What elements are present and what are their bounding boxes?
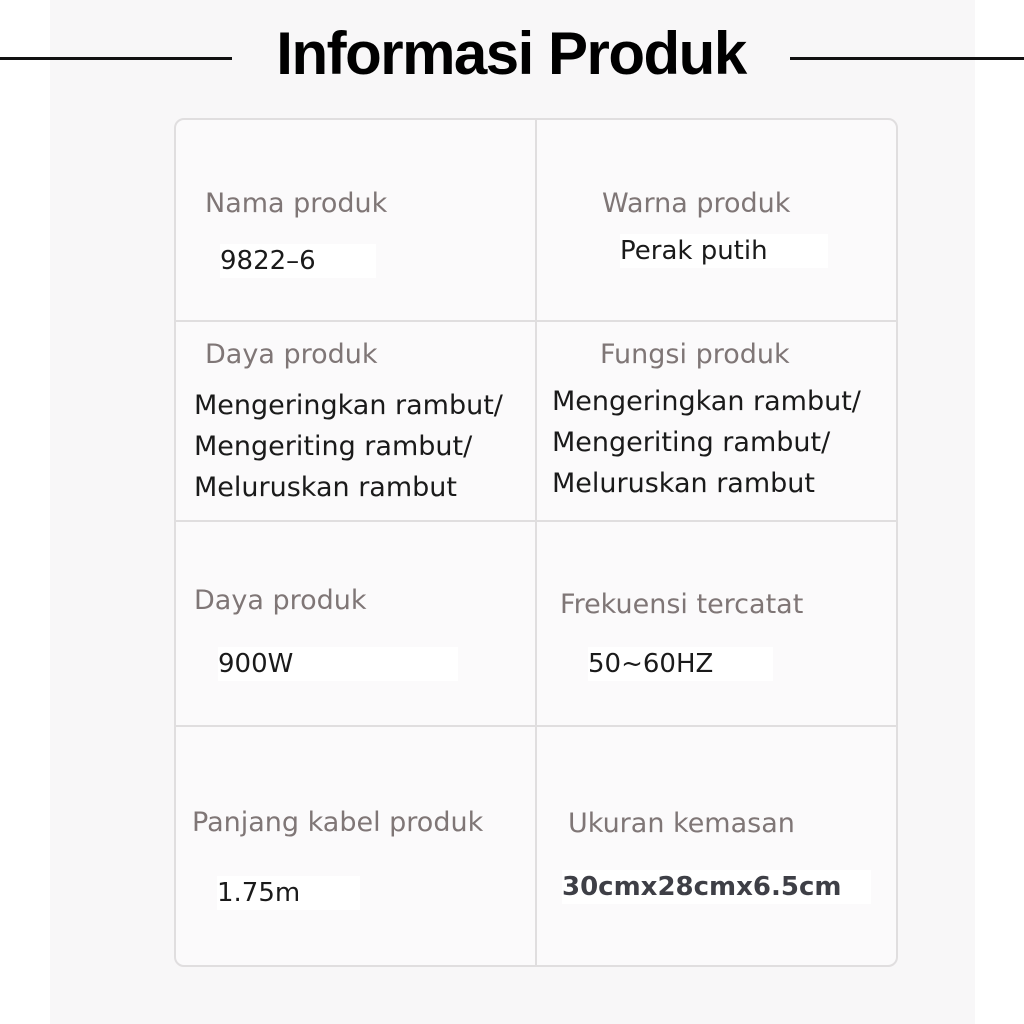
page-title: Informasi Produk	[276, 20, 746, 87]
product-color-label: Warna produk	[602, 188, 791, 219]
function-line: Mengeriting rambut/	[552, 427, 831, 458]
function-line: Mengeriting rambut/	[194, 431, 473, 462]
product-power-label: Daya produk	[205, 339, 378, 370]
function-line: Meluruskan rambut	[194, 472, 457, 503]
product-name-label: Nama produk	[205, 188, 388, 219]
title-rule-right	[790, 57, 1024, 60]
rated-frequency-label: Frekuensi tercatat	[560, 589, 804, 620]
package-size-value: 30cmx28cmx6.5cm	[562, 870, 871, 904]
product-function-list	[552, 381, 861, 504]
row-divider	[176, 320, 896, 322]
product-power-functions	[194, 385, 503, 508]
product-wattage-value: 900W	[218, 647, 458, 681]
product-wattage-label: Daya produk	[194, 585, 367, 616]
product-name-value: 9822–6	[220, 244, 376, 278]
package-size-label: Ukuran kemasan	[568, 808, 795, 839]
function-line: Meluruskan rambut	[552, 468, 815, 499]
row-divider	[176, 725, 896, 727]
product-color-value: Perak putih	[620, 234, 828, 268]
cable-length-label: Panjang kabel produk	[192, 807, 484, 838]
function-line: Mengeringkan rambut/	[552, 386, 861, 417]
title-rule-left	[0, 57, 232, 60]
column-divider	[535, 120, 537, 965]
function-line: Mengeringkan rambut/	[194, 390, 503, 421]
product-function-label: Fungsi produk	[600, 339, 790, 370]
cable-length-value: 1.75m	[217, 876, 360, 910]
row-divider	[176, 520, 896, 522]
rated-frequency-value: 50~60HZ	[588, 647, 773, 681]
